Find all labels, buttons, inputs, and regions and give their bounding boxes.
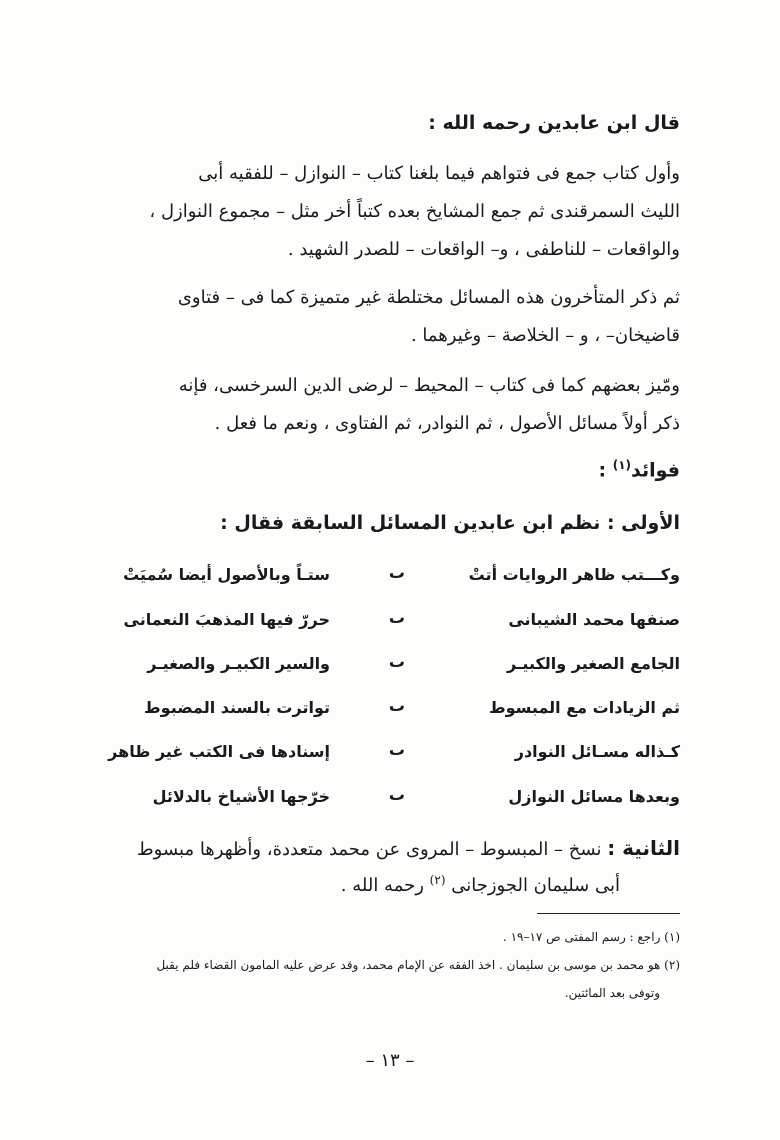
fawaid-title: فوائد (631, 459, 680, 482)
second-note-line-1 (137, 838, 680, 859)
footnote-divider (537, 913, 680, 914)
verse-separator: ٮ (388, 563, 405, 582)
paragraph-3-line-2: ذكر أولاً مسائل الأصول ، ثم النوادر، ثم الفتاوى ، ونعم ما فعل . (214, 413, 680, 434)
verse-row (100, 742, 680, 772)
second-note-text-b: رحمه الله . (340, 875, 424, 896)
section-heading-ibn-abidin: قال ابن عابدين رحمه الله : (428, 112, 680, 134)
verse-first-hemistich: كـذاله مسـائل النوادر (514, 742, 680, 761)
verse-second-hemistich: إسنادها فى الكتب غير ظاهر (108, 742, 330, 761)
second-note-text: نسخ – المبسوط – المروى عن محمد متعددة، وأظهرها مبسوط (137, 839, 602, 860)
verse-first-hemistich: وبعدها مسائل النوازل (508, 787, 680, 806)
verse-separator: ٮ (388, 652, 405, 671)
verse-row (100, 565, 680, 595)
verse-second-hemistich: والسير الكبيـر والصغيـر (147, 654, 330, 673)
footnote-2: (٢) هو محمد بن موسى بن سليمان . اخذ الفقه عن الإمام محمد، وقد عرض عليه المامون القضاء فلم يقبل (156, 958, 680, 972)
verse-separator: ٮ (388, 696, 405, 715)
paragraph-2-line-1: ثم ذكر المتأخرون هذه المسائل مختلطة غير متميزة كما فى – فتاوى (177, 287, 680, 308)
section-heading-fawaid (598, 458, 680, 481)
paragraph-1-line-2: الليث السمرقندى ثم جمع المشايخ بعده كتباً أخر مثل – مجموع النوازل ، (149, 201, 680, 222)
verse-row (100, 610, 680, 640)
verse-second-hemistich: تواترت بالسند المضبوط (144, 698, 330, 717)
footnote-ref-1: (١) (612, 458, 632, 472)
verse-first-hemistich: صنفها محمد الشيبانى (508, 610, 680, 629)
second-note-text-a: أبى سليمان الجوزجانى (451, 875, 620, 896)
section-heading-first: الأولى : نظم ابن عابدين المسائل السابقة فقال : (220, 512, 680, 534)
footnote-2-continued: وتوفى بعد المائتين. (564, 986, 660, 1000)
verse-second-hemistich: ستـاً وبالأصول أيضا سُميَتْ (123, 565, 330, 584)
fawaid-colon: : (598, 459, 607, 482)
page-number: – ١٣ – (365, 1050, 415, 1071)
verse-row (100, 787, 680, 817)
second-note-lead: الثانية : (607, 836, 680, 860)
verse-separator: ٮ (388, 785, 405, 804)
verse-second-hemistich: خرّجها الأشياخ بالدلائل (152, 787, 330, 806)
verse-separator: ٮ (388, 608, 405, 627)
footnote-ref-2: (٢) (429, 873, 446, 887)
paragraph-2-line-2: قاضيخان– ، و – الخلاصة – وغيرهما . (410, 325, 680, 346)
paragraph-3-line-1: ومّيز بعضهم كما فى كتاب – المحيط – لرضى الدين السرخسى، فإنه (178, 375, 680, 396)
second-note-line-2 (341, 874, 620, 895)
paragraph-1-line-3: والواقعات – للناطفى ، و– الواقعات – للصدر الشهيد . (287, 239, 680, 260)
footnote-1: (١) راجع : رسم المفتى ص ١٧–١٩ . (502, 930, 680, 944)
verse-second-hemistich: حررّ فيها المذهبَ النعمانى (123, 610, 330, 629)
verse-first-hemistich: ثم الزيادات مع المبسوط (488, 698, 680, 717)
paragraph-1-line-1: وأول كتاب جمع فى فتواهم فيما بلغنا كتاب – النوازل – للفقيه أبى (198, 163, 680, 184)
verse-row (100, 654, 680, 684)
verse-separator: ٮ (388, 740, 405, 759)
verse-row (100, 698, 680, 728)
verse-first-hemistich: وكـــتب ظاهر الروايات أتتْ (468, 565, 680, 584)
verse-first-hemistich: الجامع الصغير والكبيـر (506, 654, 680, 673)
